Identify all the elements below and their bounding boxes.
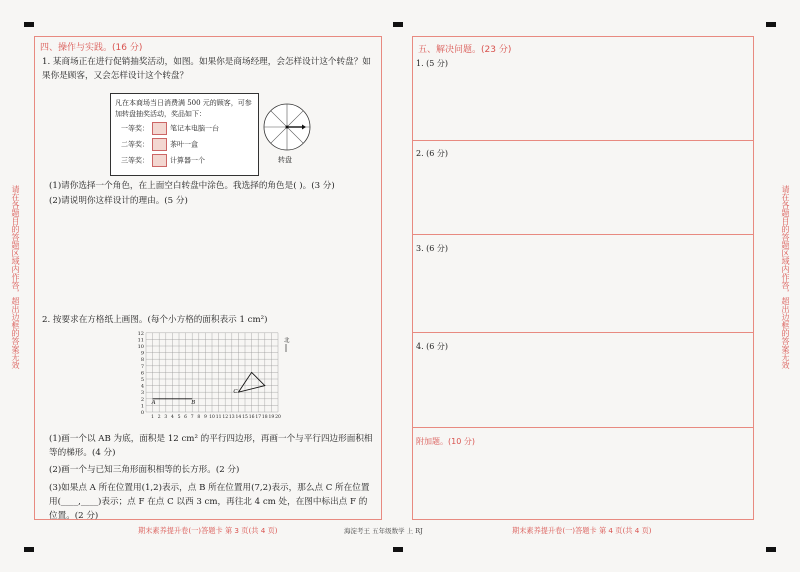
tea-box-icon (152, 138, 167, 151)
y-tick-label: 1 (140, 403, 144, 410)
x-tick-label: 12 (222, 415, 229, 420)
prize-item: 笔记本电脑一台 (170, 124, 219, 133)
x-tick-label: 2 (157, 415, 161, 420)
x-tick-label: 16 (248, 415, 255, 420)
y-tick-label: 5 (140, 377, 144, 383)
y-tick-label: 7 (140, 363, 144, 370)
x-tick-label: 8 (197, 415, 201, 420)
registration-mark (24, 547, 34, 552)
question-number: 4. (6 分) (416, 342, 449, 351)
section-title-problems: 五、解决问题。(23 分) (418, 45, 512, 55)
y-tick-label: 4 (140, 383, 144, 390)
spinner-wheel[interactable] (262, 102, 312, 152)
x-tick-label: 14 (235, 415, 242, 420)
prize-rank: 二等奖： (121, 140, 149, 149)
question-2-part-2: (2)画一个与已知三角形面积相等的长方形。(2 分) (49, 465, 240, 475)
x-tick-label: 19 (268, 415, 275, 420)
laptop-icon (152, 122, 167, 135)
point-b-label: B (191, 399, 196, 406)
prize-row-second (121, 138, 198, 151)
question-1-part-1: (1)请你选择一个角色，在上面空白转盘中涂色。我选择的角色是( )。(3 分) (49, 181, 335, 191)
question-number: 3. (6 分) (416, 244, 449, 253)
question-1-text: 1. 某商场正在进行促销抽奖活动，如图。如果你是商场经理，会怎样设计这个转盘？如果你是顾客，又会怎样设计这个转盘？ (42, 57, 371, 81)
registration-mark (24, 22, 34, 27)
x-tick-label: 9 (203, 415, 207, 420)
x-tick-label: 1 (151, 415, 155, 420)
prize-item: 计算器一个 (170, 156, 205, 165)
prize-row-third (121, 154, 205, 167)
calculator-icon (152, 154, 167, 167)
answer-box-4[interactable] (412, 333, 754, 428)
right-page-footer: 期末素养提升卷(一)答题卡 第 4 页(共 4 页) (512, 526, 652, 535)
y-tick-label: 6 (140, 370, 144, 377)
y-tick-label: 8 (140, 357, 144, 364)
y-tick-label: 11 (137, 337, 144, 344)
registration-mark (766, 22, 776, 27)
coordinate-grid[interactable] (134, 330, 294, 424)
y-tick-label: 0 (140, 410, 144, 416)
x-tick-label: 13 (228, 415, 235, 420)
y-tick-label: 12 (137, 330, 144, 337)
answer-box-3[interactable] (412, 235, 754, 333)
question-number: 2. (6 分) (416, 149, 449, 158)
question-1-part-2: (2)请说明你这样设计的理由。(5 分) (49, 196, 188, 206)
point-a-label: A (151, 399, 156, 406)
answer-box-1[interactable] (412, 36, 754, 141)
center-footer: 海淀考王 五年级数学 上 RJ (344, 527, 423, 535)
prize-item: 茶叶一盒 (170, 140, 198, 149)
registration-mark (766, 547, 776, 552)
section-title-operation: 四、操作与实践。(16 分) (40, 43, 143, 53)
prize-rank: 一等奖： (121, 124, 149, 133)
wheel-label: 转盘 (278, 156, 292, 164)
prize-rank: 三等奖： (121, 156, 149, 165)
x-tick-label: 17 (255, 415, 262, 420)
question-2-part-1: (1)画一个以 AB 为底，面积是 12 cm² 的平行四边形，再画一个与平行四边形面积相等的梯形。(4 分) (49, 434, 373, 458)
x-tick-label: 18 (261, 415, 268, 420)
bonus-title: 附加题。(10 分) (416, 437, 475, 446)
registration-mark (393, 22, 403, 27)
y-tick-label: 2 (140, 396, 144, 403)
x-tick-label: 15 (242, 415, 248, 420)
north-label: 北 (284, 338, 290, 344)
answer-box-2[interactable] (412, 141, 754, 235)
x-tick-label: 7 (190, 415, 194, 420)
x-tick-label: 4 (170, 415, 174, 420)
x-tick-label: 3 (164, 415, 168, 420)
question-2-text: 2. 按要求在方格纸上画图。(每个小方格的面积表示 1 cm²) (42, 315, 268, 325)
registration-mark (393, 547, 403, 552)
question-2-part-3: (3)如果点 A 所在位置用(1,2)表示，点 B 所在位置用(7,2)表示，那么点 C 所在位置用(____,____)表示；点 F 在点 C 以西 3 cm，再往北 4 cm 处，在图中标出点 F 的位置。(2 分) (49, 483, 370, 521)
left-page-footer: 期末素养提升卷(一)答题卡 第 3 页(共 4 页) (138, 526, 278, 535)
y-tick-label: 10 (137, 344, 144, 350)
question-number: 1. (5 分) (416, 59, 449, 68)
x-tick-label: 6 (184, 415, 188, 420)
prize-poster (110, 93, 259, 176)
y-tick-label: 9 (140, 350, 144, 357)
point-c-label: C (233, 389, 238, 396)
x-tick-label: 20 (275, 415, 281, 420)
side-note-left: 请在各题目的答题区域内作答，超出边框的答案无效 (11, 185, 20, 369)
prize-intro: 凡在本商场当日消费满 500 元的顾客，可参加转盘抽奖活动，奖品如下： (115, 99, 252, 118)
x-tick-label: 10 (209, 415, 215, 420)
side-note-right: 请在各题目的答题区域内作答，超出边框的答案无效 (781, 185, 790, 369)
x-tick-label: 5 (177, 415, 181, 420)
prize-row-first (121, 122, 219, 135)
y-tick-label: 3 (140, 390, 144, 397)
bonus-answer-box[interactable] (412, 428, 754, 520)
x-tick-label: 11 (215, 415, 222, 420)
